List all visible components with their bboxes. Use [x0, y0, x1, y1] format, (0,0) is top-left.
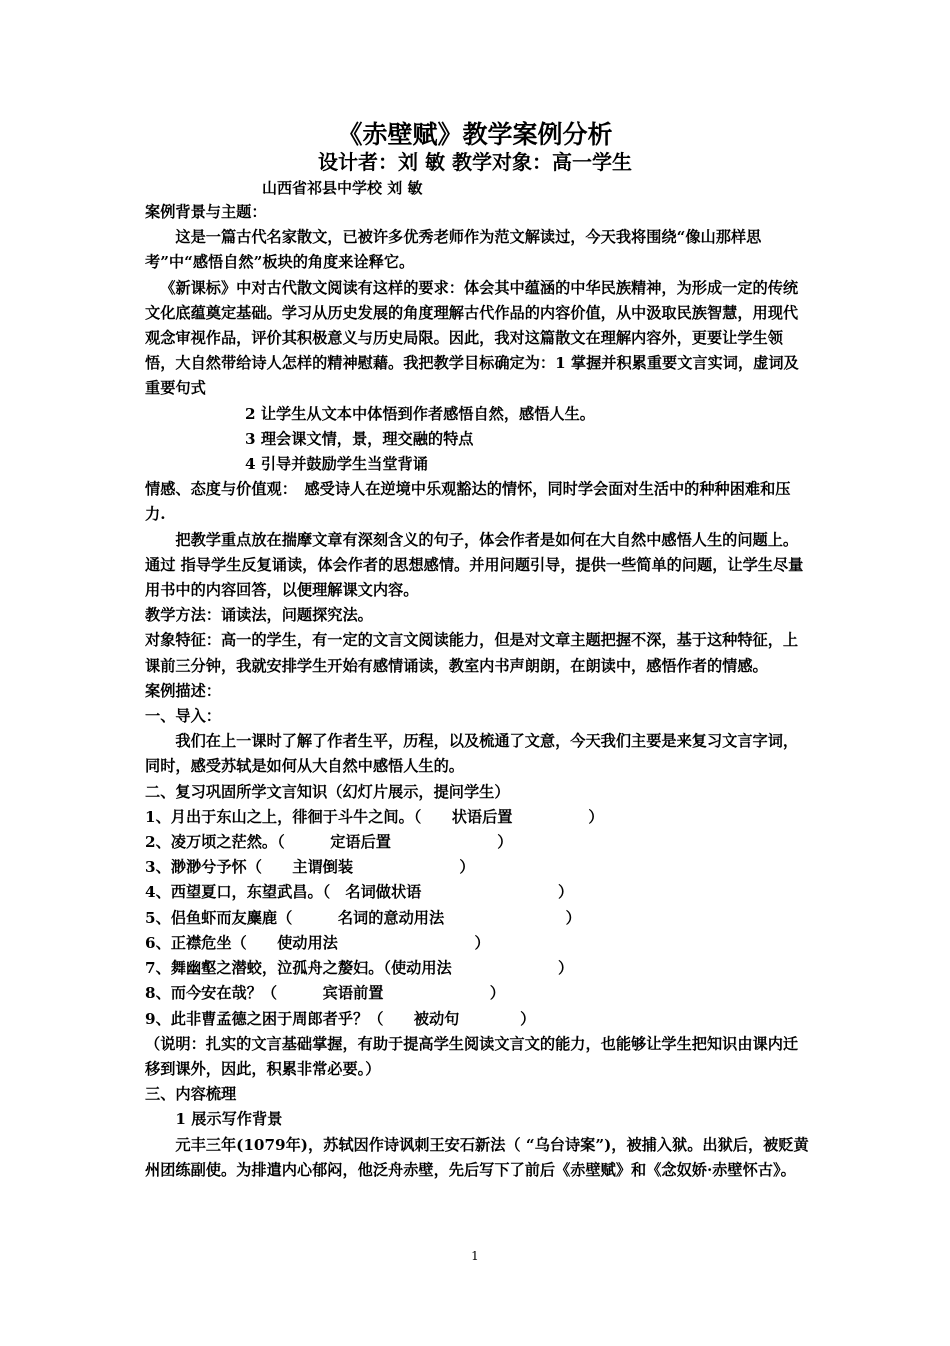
background-show-line: 1 展示写作背景 [175, 1110, 283, 1129]
content-heading: 三、内容梳理 [145, 1085, 237, 1104]
document-title: 《赤壁赋》教学案例分析 [337, 120, 613, 149]
review-item: 6、正襟危坐（ 使动用法 ） [145, 933, 490, 952]
target-paragraph: 对象特征：高一的学生，有一定的文言文阅读能力，但是对文章主题把握不深，基于这种特征，上课前三分钟，我就安排学生开始有感情诵读，教室内书声朗朗，在朗读中，感悟作者的情感。 [145, 631, 799, 675]
review-item: 2、凌万顷之茫然。（ 定语后置 ） [145, 833, 513, 852]
focus-paragraph: 把教学重点放在揣摩文章有深刻含义的句子，体会作者是如何在大自然中感悟人生的问题上。通过 指导学生反复诵读，体会作者的思想感情。并用问题引导，提供一些简单的问题，让学生尽量用书中的内容回答，以便理解课文内容。 [145, 530, 804, 600]
review-item: 8、而今安在哉？（ 宾语前置 ） [145, 984, 505, 1003]
history-paragraph: 元丰三年(1079年)，苏轼因作诗讽刺王安石新法（ “乌台诗案”)，被捕入狱。出狱后，被贬黄州团练副使。为排遣内心郁闷，他泛舟赤壁，先后写下了前后《赤壁赋》和《念奴娇·赤壁怀古》。 [145, 1135, 809, 1179]
intro-heading: 一、导入： [145, 707, 221, 726]
bg-heading: 案例背景与主题： [145, 203, 267, 221]
review-item: 1、月出于东山之上，徘徊于斗牛之间。（ 状语后置 ） [145, 807, 604, 826]
case-heading: 案例描述： [145, 681, 221, 700]
document-subtitle: 设计者：刘 敏 教学对象：高一学生 [318, 150, 632, 174]
note-paragraph: （说明：扎实的文言基础掌握，有助于提高学生阅读文言文的能力，也能够让学生把知识由课内迁移到课外，因此，积累非常必要。） [145, 1034, 799, 1078]
goal-4: 4 引导并鼓励学生当堂背诵 [245, 455, 428, 474]
bg-paragraph-1: 这是一篇古代名家散文，已被许多优秀老师作为范文解读过，今天我将围绕“像山那样思考”中“感悟自然”板块的角度来诠释它。 [145, 228, 762, 272]
method-line: 教学方法：诵读法，问题探究法。 [145, 606, 373, 625]
intro-paragraph: 我们在上一课时了解了作者生平，历程，以及梳通了文意，今天我们主要是来复习文言字词，同时，感受苏轼是如何从大自然中感悟人生的。 [145, 732, 799, 776]
emotion-paragraph: 情感、态度与价值观： 感受诗人在逆境中乐观豁达的情怀，同时学会面对生活中的种种困难和压力. [145, 480, 791, 524]
review-item: 3、渺渺兮予怀（ 主谓倒装 ） [145, 858, 475, 877]
page-number: 1 [471, 1249, 479, 1263]
goal-3: 3 理会课文情，景，理交融的特点 [245, 429, 474, 448]
bg-paragraph-2: 《新课标》中对古代散文阅读有这样的要求：体会其中蕴涵的中华民族精神，为形成一定的传统文化底蕴奠定基础。学习从历史发展的角度理解古代作品的内容价值，从中汲取民族智慧，用现代观念审视作品，评价其积极意义与历史局限。因此，我对这篇散文在理解内容外，更要让学生领悟，大自然带给诗人怎样的精神慰藉。我把教学目标确定为：1 掌握并积累重要文言实词，虚词及重要句式 [145, 278, 799, 398]
review-item: 9、此非曹孟德之困于周郎者乎？（ 被动句 ） [145, 1009, 536, 1028]
goal-2: 2 让学生从文本中体悟到作者感悟自然，感悟人生。 [245, 404, 595, 423]
review-item: 5、侣鱼虾而友麋鹿（ 名词的意动用法 ） [145, 908, 581, 927]
document-body [145, 200, 809, 1183]
author-line: 山西省祁县中学校 刘 敏 [262, 179, 423, 197]
review-item: 7、舞幽壑之潜蛟，泣孤舟之嫠妇。（使动用法 ） [145, 959, 574, 978]
review-heading: 二、复习巩固所学文言知识（幻灯片展示，提问学生） [145, 782, 510, 801]
review-item: 4、西望夏口，东望武昌。（ 名词做状语 ） [145, 883, 574, 902]
